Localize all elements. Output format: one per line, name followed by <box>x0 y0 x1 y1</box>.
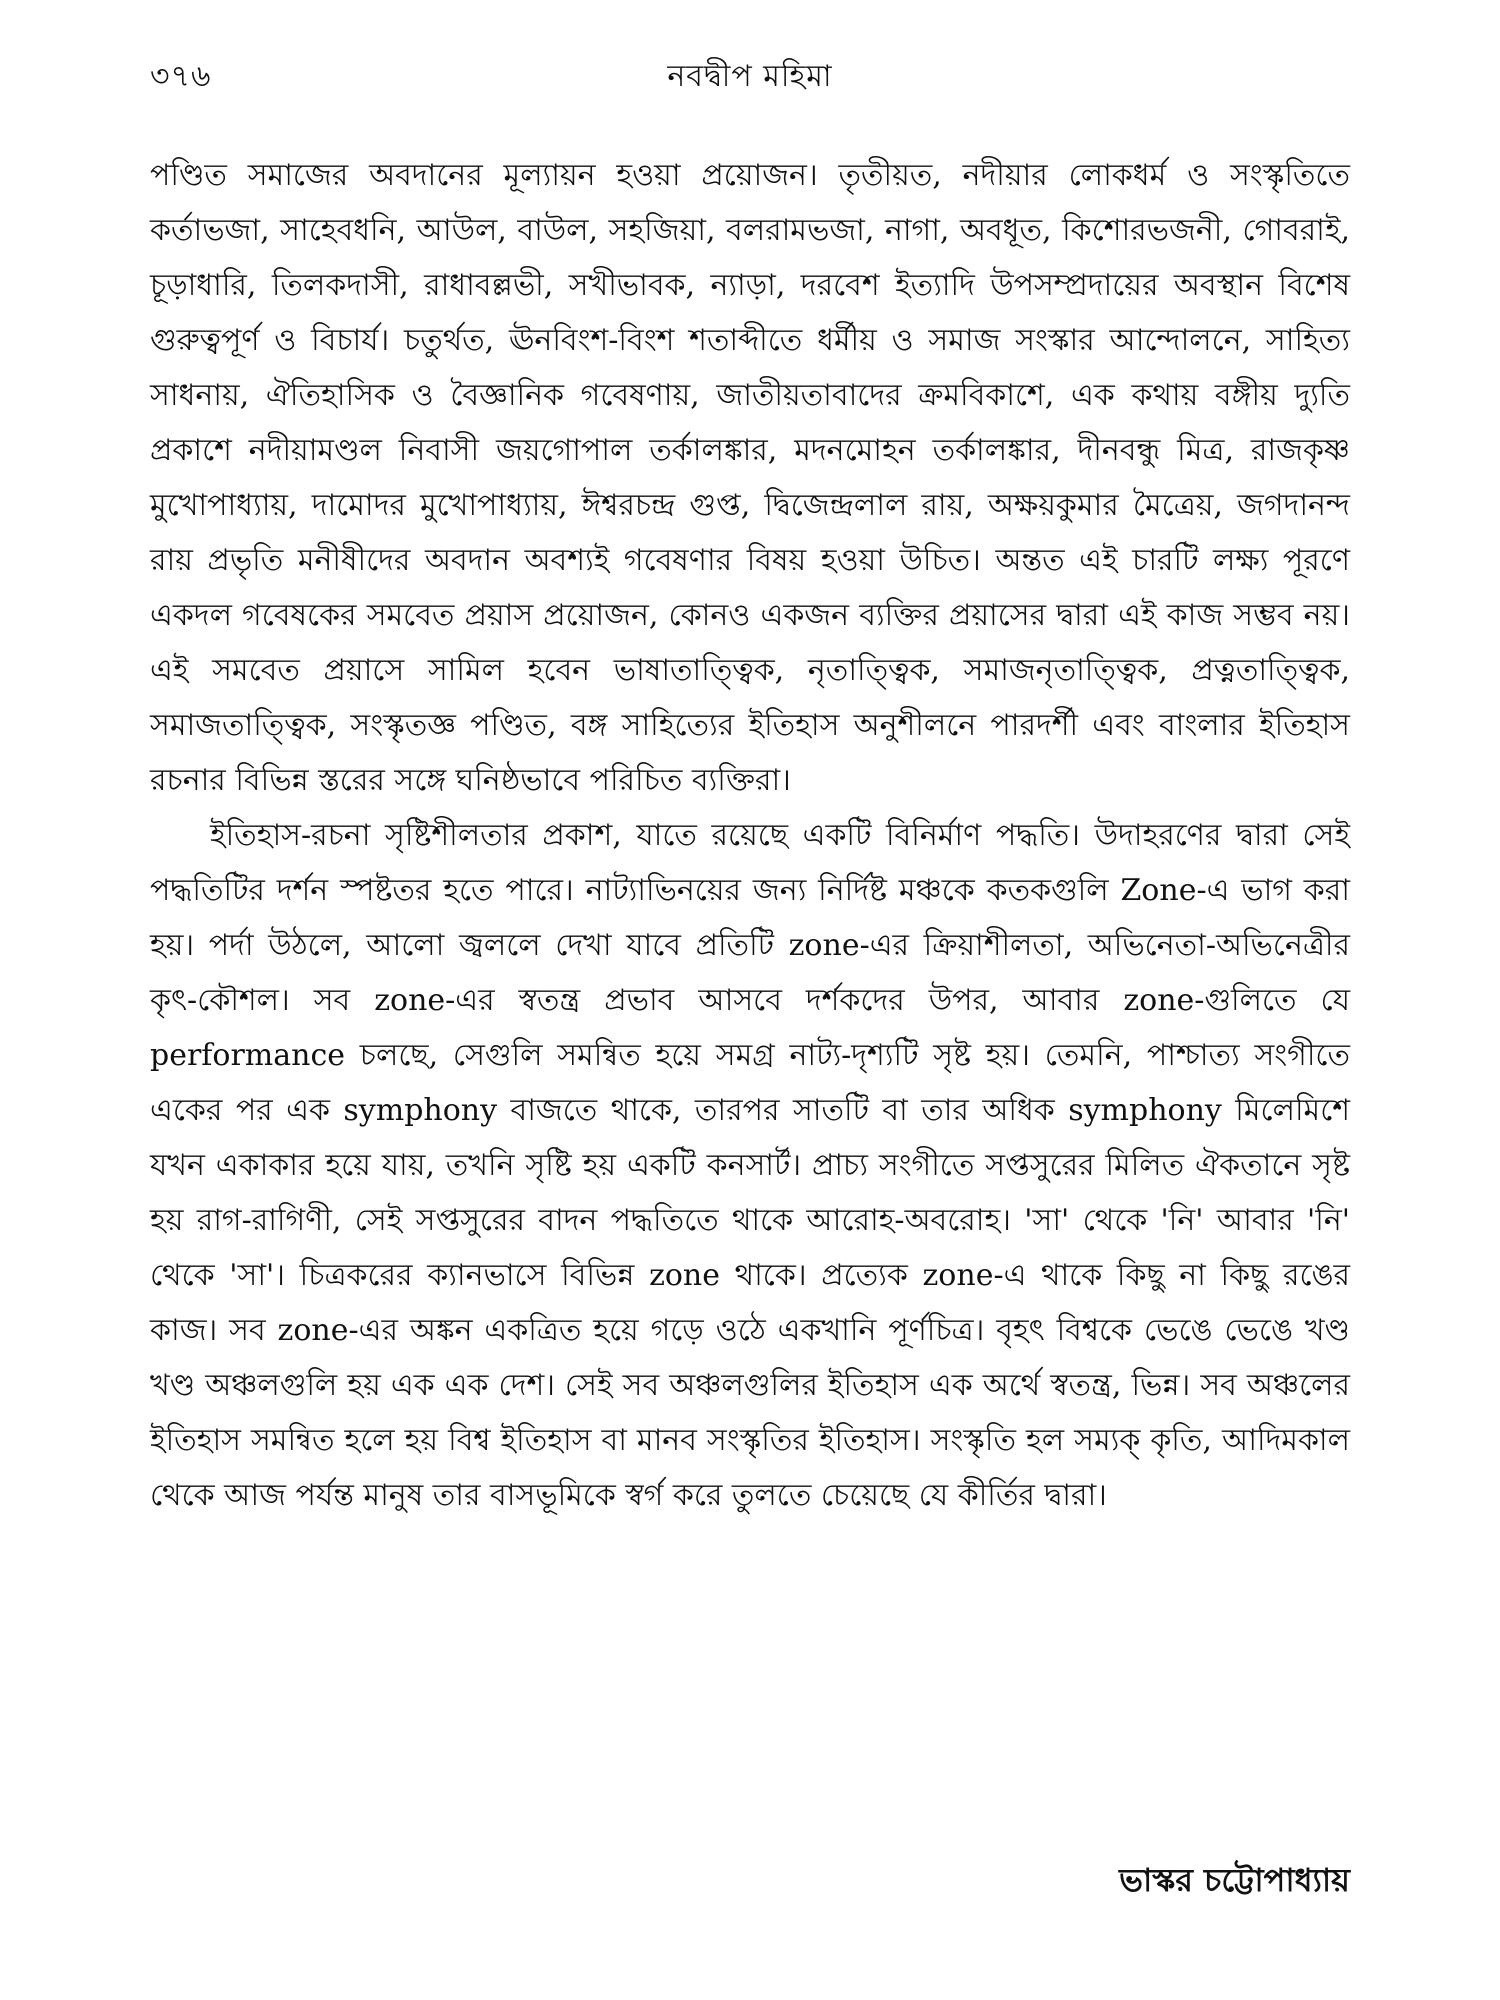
paragraph-1: পণ্ডিত সমাজের অবদানের মূল্যায়ন হওয়া প্রয়োজন। তৃতীয়ত, নদীয়ার লোকধর্ম ও সংস্কৃতিতে কর্তাভজা, সাহেবধনি, আউল, বাউল, সহজিয়া, বলরামভজা, নাগা, অবধূত, কিশোরভজনী, গোবরাই, চূড়াধারি, তিলকদাসী, রাধাবল্লভী, সখীভাবক, ন্যাড়া, দরবেশ ইত্যাদি উপসম্প্রদায়ের অবস্থান বিশেষ গুরুত্বপূর্ণ ও বিচার্য। চতুর্থত, ঊনবিংশ-বিংশ শতাব্দীতে ধর্মীয় ও সমাজ সংস্কার আন্দোলনে, সাহিত্য সাধনায়, ঐতিহাসিক ও বৈজ্ঞানিক গবেষণায়, জাতীয়তাবাদের ক্রমবিকাশে, এক কথায় বঙ্গীয় দ্যুতি প্রকাশে নদীয়ামণ্ডল নিবাসী জয়গোপাল তর্কালঙ্কার, মদনমোহন তর্কালঙ্কার, দীনবন্ধু মিত্র, রাজকৃষ্ণ মুখোপাধ্যায়, দামোদর মুখোপাধ্যায়, ঈশ্বরচন্দ্র গুপ্ত, দ্বিজেন্দ্রলাল রায়, অক্ষয়কুমার মৈত্রেয়, জগদানন্দ রায় প্রভৃতি মনীষীদের অবদান অবশ্যই গবেষণার বিষয় হওয়া উচিত। অন্তত এই চারটি লক্ষ্য পূরণে একদল গবেষকের সমবেত প্রয়াস প্রয়োজন, কোনও একজন ব্যক্তির প্রয়াসের দ্বারা এই কাজ সম্ভব নয়। এই সমবেত প্রয়াসে সামিল হবেন ভাষাতাত্ত্বিক, নৃতাত্ত্বিক, সমাজনৃতাত্ত্বিক, প্রত্নতাত্ত্বিক, সমাজতাত্ত্বিক, সংস্কৃতজ্ঞ পণ্ডিত, বঙ্গ সাহিত্যের ইতিহাস অনুশীলনে পারদর্শী এবং বাংলার ইতিহাস রচনার বিভিন্ন স্তরের সঙ্গে ঘনিষ্ঠভাবে পরিচিত ব্যক্তিরা। <box>150 158 1350 798</box>
author-signature: ভাস্কর চট্টোপাধ্যায় <box>1119 1861 1350 1899</box>
page-header <box>150 52 1350 102</box>
running-title: নবদ্বীপ মহিমা <box>667 59 833 94</box>
page-number: ৩৭৬ <box>150 59 212 94</box>
paragraph-2: ইতিহাস-রচনা সৃষ্টিশীলতার প্রকাশ, যাতে রয়েছে একটি বিনির্মাণ পদ্ধতি। উদাহরণের দ্বারা সেই পদ্ধতিটির দর্শন স্পষ্টতর হতে পারে। নাট্যাভিনয়ের জন্য নির্দিষ্ট মঞ্চকে কতকগুলি Zone-এ ভাগ করা হয়। পর্দা উঠলে, আলো জ্বললে দেখা যাবে প্রতিটি zone-এর ক্রিয়াশীলতা, অভিনেতা-অভিনেত্রীর কৃৎ-কৌশল। সব zone-এর স্বতন্ত্র প্রভাব আসবে দর্শকদের উপর, আবার zone-গুলিতে যে performance চলছে, সেগুলি সমন্বিত হয়ে সমগ্র নাট্য-দৃশ্যটি সৃষ্ট হয়। তেমনি, পাশ্চাত্য সংগীতে একের পর এক symphony বাজতে থাকে, তারপর সাতটি বা তার অধিক symphony মিলেমিশে যখন একাকার হয়ে যায়, তখনি সৃষ্টি হয় একটি কনসার্ট। প্রাচ্য সংগীতে সপ্তসুরের মিলিত ঐকতানে সৃষ্ট হয় রাগ-রাগিণী, সেই সপ্তসুরের বাদন পদ্ধতিতে থাকে আরোহ-অবরোহ। 'সা' থেকে 'নি' আবার 'নি' থেকে 'সা'। চিত্রকরের ক্যানভাসে বিভিন্ন zone থাকে। প্রত্যেক zone-এ থাকে কিছু না কিছু রঙের কাজ। সব zone-এর অঙ্কন একত্রিত হয়ে গড়ে ওঠে একখানি পূর্ণচিত্র। বৃহৎ বিশ্বকে ভেঙে ভেঙে খণ্ড খণ্ড অঞ্চলগুলি হয় এক এক দেশ। সেই সব অঞ্চলগুলির ইতিহাস এক অর্থে স্বতন্ত্র, ভিন্ন। সব অঞ্চলের ইতিহাস সমন্বিত হলে হয় বিশ্ব ইতিহাস বা মানব সংস্কৃতির ইতিহাস। সংস্কৃতি হল সম্যক্ কৃতি, আদিমকাল থেকে আজ পর্যন্ত মানুষ তার বাসভূমিকে স্বর্গ করে তুলতে চেয়েছে যে কীর্তির দ্বারা। <box>150 818 1350 1513</box>
body-text <box>150 148 1350 1523</box>
